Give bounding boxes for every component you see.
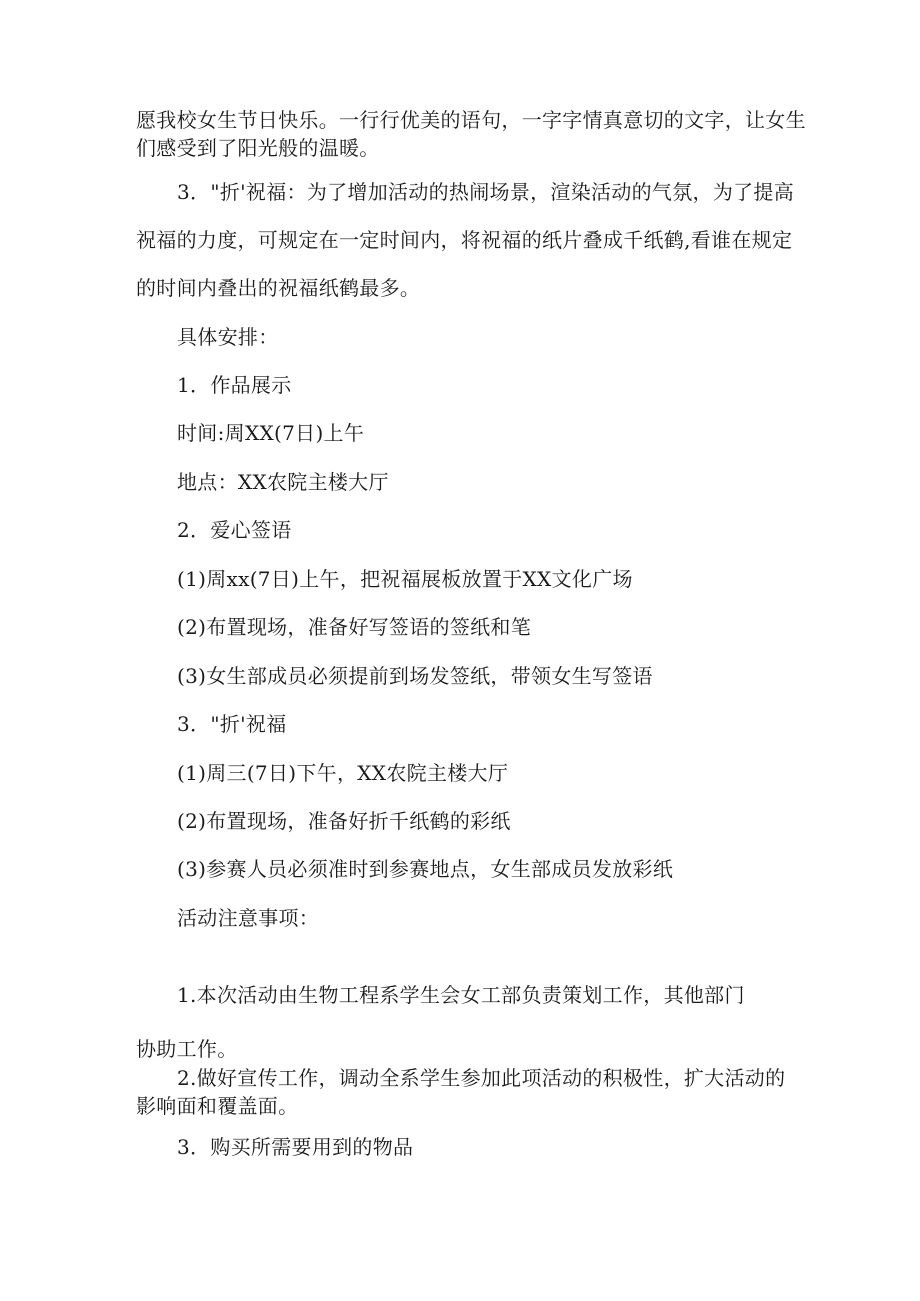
section2-title: 2．爱心签语 bbox=[177, 518, 292, 542]
notes-item-1-line-2: 协助工作。 bbox=[136, 1037, 238, 1061]
section2-item-3: (3)女生部成员必须提前到场发签纸，带领女生写签语 bbox=[177, 664, 653, 688]
section3-item-2: (2)布置现场，准备好折千纸鹤的彩纸 bbox=[177, 809, 511, 833]
notes-item-3: 3．购买所需要用到的物品 bbox=[177, 1135, 414, 1159]
notes-heading: 活动注意事项： bbox=[177, 906, 320, 930]
section1-place: 地点：XX农院主楼大厅 bbox=[177, 470, 389, 494]
fold-blessing-line-2: 祝福的力度，可规定在一定时间内，将祝福的纸片叠成千纸鹤,看谁在规定 bbox=[136, 228, 793, 252]
section3-title: 3．"折'祝福 bbox=[177, 712, 287, 736]
fold-blessing-line-1: 3．"折'祝福：为了增加活动的热闹场景，渲染活动的气氛，为了提高 bbox=[177, 180, 795, 204]
section2-item-2: (2)布置现场，准备好写签语的签纸和笔 bbox=[177, 615, 532, 639]
section3-item-1: (1)周三(7日)下午，XX农院主楼大厅 bbox=[177, 761, 509, 785]
section3-item-3: (3)参赛人员必须准时到参赛地点，女生部成员发放彩纸 bbox=[177, 857, 674, 881]
schedule-heading: 具体安排： bbox=[177, 325, 279, 349]
intro-line-1: 愿我校女生节日快乐。一行行优美的语句，一字字情真意切的文字，让女生 bbox=[136, 108, 806, 132]
section2-item-1: (1)周xx(7日)上午，把祝福展板放置于XX文化广场 bbox=[177, 567, 633, 591]
fold-blessing-line-3: 的时间内叠出的祝福纸鹤最多。 bbox=[136, 276, 421, 300]
notes-item-2-line-1: 2.做好宣传工作，调动全系学生参加此项活动的积极性，扩大活动的 bbox=[177, 1066, 786, 1090]
section1-title: 1．作品展示 bbox=[177, 373, 292, 397]
notes-item-2-line-2: 影响面和覆盖面。 bbox=[136, 1094, 299, 1118]
notes-item-1-line-1: 1.本次活动由生物工程系学生会女工部负责策划工作，其他部门 bbox=[177, 983, 745, 1007]
intro-line-2: 们感受到了阳光般的温暖。 bbox=[136, 136, 380, 160]
section1-time: 时间:周XX(7日)上午 bbox=[177, 421, 365, 445]
